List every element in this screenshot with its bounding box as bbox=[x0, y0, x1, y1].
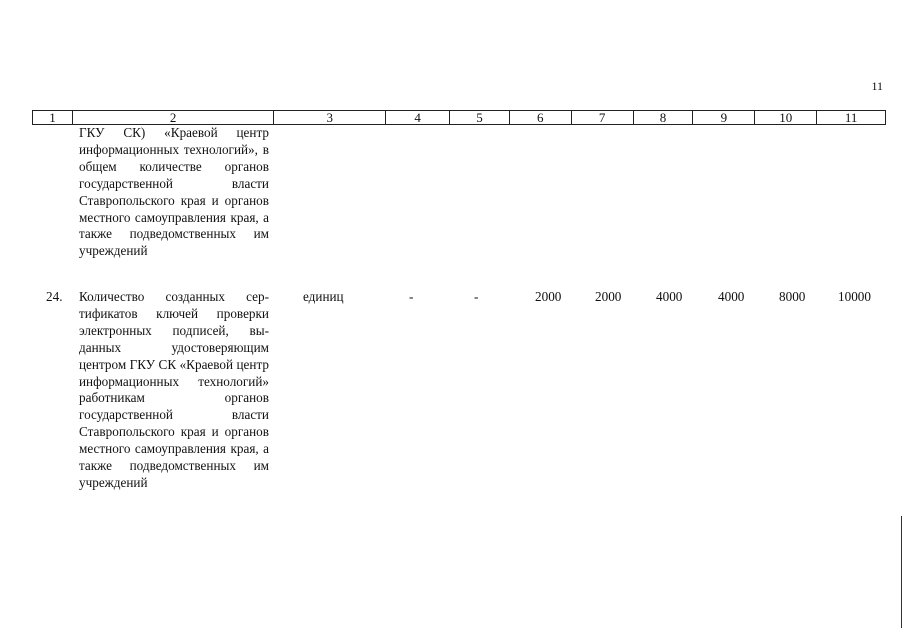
column-number-10: 10 bbox=[755, 111, 817, 124]
row-24-col5: - bbox=[474, 289, 479, 304]
row-24-col6: 2000 bbox=[535, 289, 562, 304]
row-24-description: Количество созданных сертификатов ключей проверки электронных подписей, выданных удостоверяющим центром ГКУ СК «Краевой центр информационных технологий» работникам органов государственной власти Ставропольского края и органов местного самоуправления края, а также подведомственных им учреждений bbox=[79, 289, 269, 490]
column-number-11: 11 bbox=[844, 110, 858, 125]
column-number-6: 6 bbox=[510, 111, 572, 124]
page-number: 11 bbox=[871, 79, 883, 93]
row-24-col7: 2000 bbox=[595, 289, 622, 304]
row-24-col10: 8000 bbox=[779, 289, 806, 304]
continued-row-description: ГКУ СК) «Краевой центр информационных технологий», в общем количестве органов государственной власти Ставропольского края и органов местного самоуправления края, а также подведомственных им учреждений bbox=[79, 125, 269, 259]
page-edge-mark bbox=[901, 516, 902, 628]
column-number-5: 5 bbox=[450, 111, 510, 124]
row-24-col11: 10000 bbox=[838, 289, 871, 304]
row-24-col9: 4000 bbox=[718, 289, 745, 304]
column-number-4: 4 bbox=[386, 111, 450, 124]
column-number-9: 9 bbox=[693, 111, 755, 124]
column-number-7: 7 bbox=[572, 111, 634, 124]
row-24-col4: - bbox=[409, 289, 414, 304]
column-number-3: 3 bbox=[274, 111, 386, 124]
row-24-col8: 4000 bbox=[656, 289, 683, 304]
column-number-8: 8 bbox=[634, 111, 694, 124]
column-number-header-row bbox=[32, 110, 886, 125]
row-24-unit: единиц bbox=[303, 289, 344, 304]
column-number-1: 1 bbox=[33, 111, 73, 124]
row-24-index: 24. bbox=[46, 289, 63, 304]
column-number-2: 2 bbox=[73, 111, 275, 124]
